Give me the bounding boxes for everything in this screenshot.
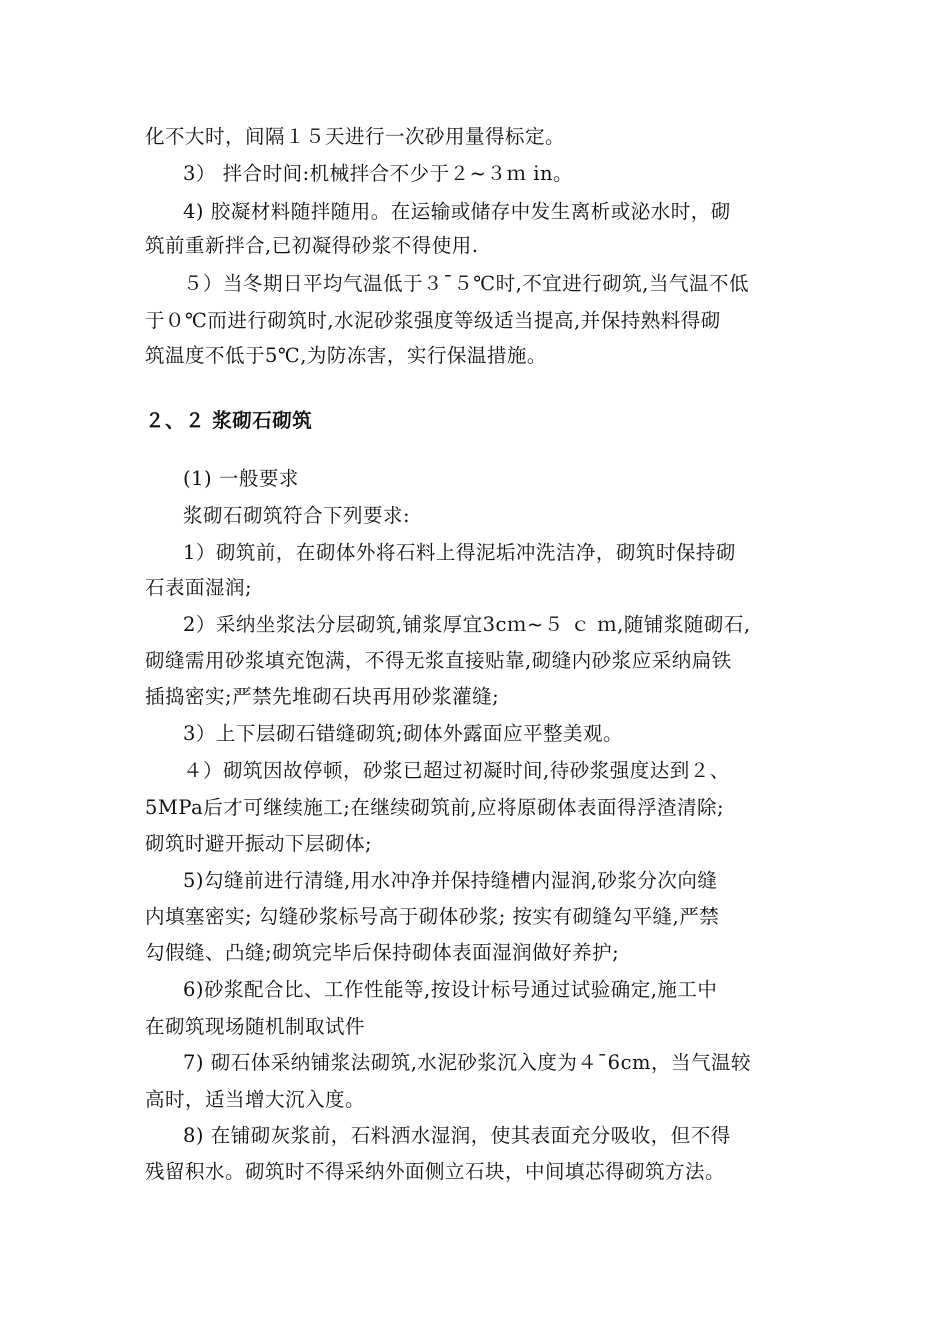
text-line: 8) 在铺砌灰浆前，石料洒水湿润，使其表面充分吸收，但不得 <box>183 1124 731 1147</box>
text-line: 3） 拌合时间:机械拌合不少于２~３ｍ in。 <box>183 162 574 185</box>
text-line: 内填塞密实; 勾缝砂浆标号高于砌体砂浆; 按实有砌缝勾平缝,严禁 <box>145 905 720 928</box>
text-line: 高时，适当增大沉入度。 <box>145 1088 366 1111</box>
text-line: 插捣密实;严禁先堆砌石块再用砂浆灌缝; <box>145 685 500 708</box>
text-line: 1）砌筑前，在砌体外将石料上得泥垢冲洗洁净，砌筑时保持砌 <box>183 541 736 564</box>
text-line: ５）当冬期日平均气温低于３¯５℃时,不宜进行砌筑,当气温不低 <box>183 272 749 295</box>
text-line: 于０℃而进行砌筑时,水泥砂浆强度等级适当提高,并保持熟料得砌 <box>145 309 721 332</box>
text-line: 残留积水。砌筑时不得采纳外面侧立石块，中间填芯得砌筑方法。 <box>145 1160 726 1183</box>
text-line: 2）采纳坐浆法分层砌筑,铺浆厚宜3cｍ~５ ｃ ｍ,随铺浆随砌石, <box>183 613 751 636</box>
text-line: (1) 一般要求 <box>183 467 299 490</box>
text-line: 4) 胶凝材料随拌随用。在运输或储存中发生离析或泌水时，砌 <box>183 200 731 223</box>
text-line: 砌筑时避开振动下层砌体; <box>145 832 373 855</box>
text-line: ４）砌筑因故停顿，砂浆已超过初凝时间,待砂浆强度达到２、 <box>183 759 730 782</box>
text-line: 石表面湿润; <box>145 576 253 599</box>
text-line: 5MPa后才可继续施工;在继续砌筑前,应将原砌体表面得浮渣清除; <box>145 796 725 819</box>
text-line: 浆砌石砌筑符合下列要求: <box>183 504 411 527</box>
text-line: 砌缝需用砂浆填充饱满，不得无浆直接贴靠,砌缝内砂浆应采纳扁铁 <box>145 649 732 672</box>
text-line: 在砌筑现场随机制取试件 <box>145 1015 366 1038</box>
text-line: 7) 砌石体采纳铺浆法砌筑,水泥砂浆沉入度为４¯6cm，当气温较 <box>183 1051 751 1074</box>
text-line: 5)勾缝前进行清缝,用水冲净并保持缝槽内湿润,砂浆分次向缝 <box>183 869 718 892</box>
text-line: 化不大时，间隔１５天进行一次砂用量得标定。 <box>145 125 566 148</box>
section-heading: ２、２ 浆砌石砌筑 <box>145 409 313 432</box>
text-line: 3）上下层砌石错缝砌筑;砌体外露面应平整美观。 <box>183 722 623 745</box>
text-line: 6)砂浆配合比、工作性能等,按设计标号通过试验确定,施工中 <box>183 978 718 1001</box>
text-line: 筑温度不低于5℃,为防冻害，实行保温措施。 <box>145 344 547 367</box>
text-line: 勾假缝、凸缝;砌筑完毕后保持砌体表面湿润做好养护; <box>145 941 620 964</box>
text-line: 筑前重新拌合,已初凝得砂浆不得使用. <box>145 234 479 257</box>
